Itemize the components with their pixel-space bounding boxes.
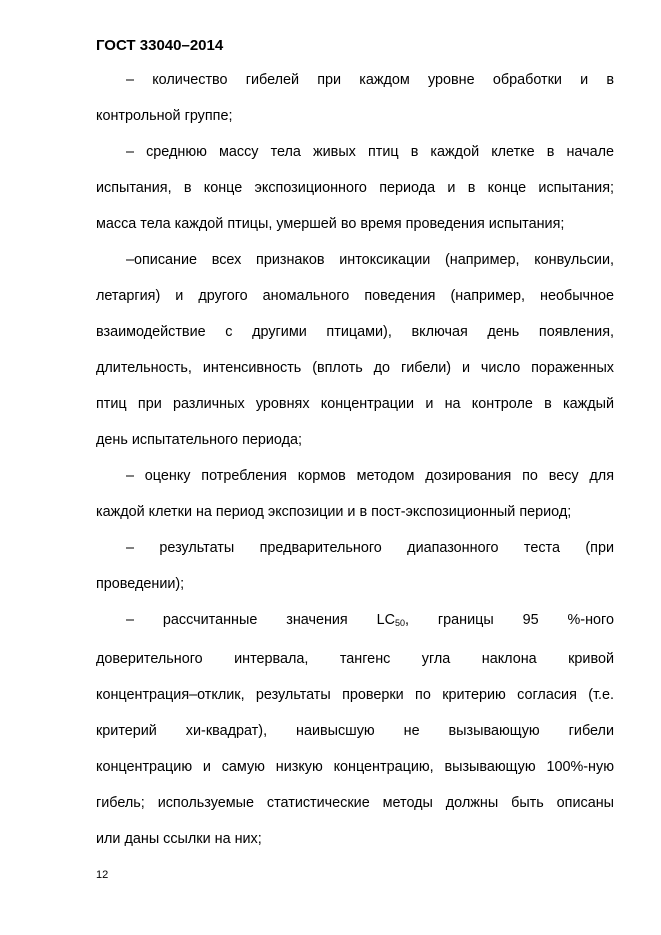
text-line: взаимодействие с другими птицами), включая день появления, <box>96 324 614 340</box>
text-line: день испытательного периода; <box>96 432 302 448</box>
text-line: доверительного интервала, тангенс угла наклона кривой <box>96 651 614 667</box>
text-line: или даны ссылки на них; <box>96 831 262 847</box>
text-line: птиц при различных уровнях концентрации и на контроле в каждый <box>96 396 614 412</box>
text-line: концентрацию и самую низкую концентрацию, вызывающую 100%-ную <box>96 759 614 775</box>
paragraph-feed-consumption <box>96 458 614 530</box>
paragraph-range-finding-test <box>96 530 614 602</box>
text-line: летаргия) и другого аномального поведения (например, необычное <box>96 288 614 304</box>
document-header: ГОСТ 33040–2014 <box>96 37 224 54</box>
document-body <box>96 62 614 857</box>
text-line: – оценку потребления кормов методом дозирования по весу для <box>126 468 614 484</box>
text-line: проведении); <box>96 576 185 592</box>
text-line: контрольной группе; <box>96 108 233 124</box>
lc-prefix: – рассчитанные значения LC <box>126 612 396 628</box>
text-line: –описание всех признаков интоксикации (например, конвульсии, <box>126 252 614 268</box>
text-line: – результаты предварительного диапазонного теста (при <box>126 540 614 556</box>
text-line: – среднюю массу тела живых птиц в каждой клетке в начале <box>126 144 614 160</box>
paragraph-death-count <box>96 62 614 134</box>
text-line: каждой клетки на период экспозиции и в пост-экспозиционный период; <box>96 504 572 520</box>
text-line: критерий хи-квадрат), наивысшую не вызывающую гибели <box>96 723 614 739</box>
paragraph-intoxication-signs <box>96 242 614 458</box>
text-line: длительность, интенсивность (вплоть до гибели) и число пораженных <box>96 360 614 376</box>
text-line: – количество гибелей при каждом уровне обработки и в <box>126 72 614 88</box>
paragraph-lc50-results <box>96 602 614 857</box>
text-line: масса тела каждой птицы, умершей во время проведения испытания; <box>96 216 565 232</box>
lc-suffix: , границы 95 %-ного <box>405 612 614 628</box>
paragraph-body-mass <box>96 134 614 242</box>
lc-subscript: 50 <box>395 618 406 628</box>
text-line: концентрация–отклик, результаты проверки по критерию согласия (т.е. <box>96 687 614 703</box>
page-number: 12 <box>96 869 109 881</box>
text-line: гибель; используемые статистические методы должны быть описаны <box>96 795 614 811</box>
text-line: испытания, в конце экспозиционного периода и в конце испытания; <box>96 180 614 196</box>
text-line <box>96 602 614 641</box>
